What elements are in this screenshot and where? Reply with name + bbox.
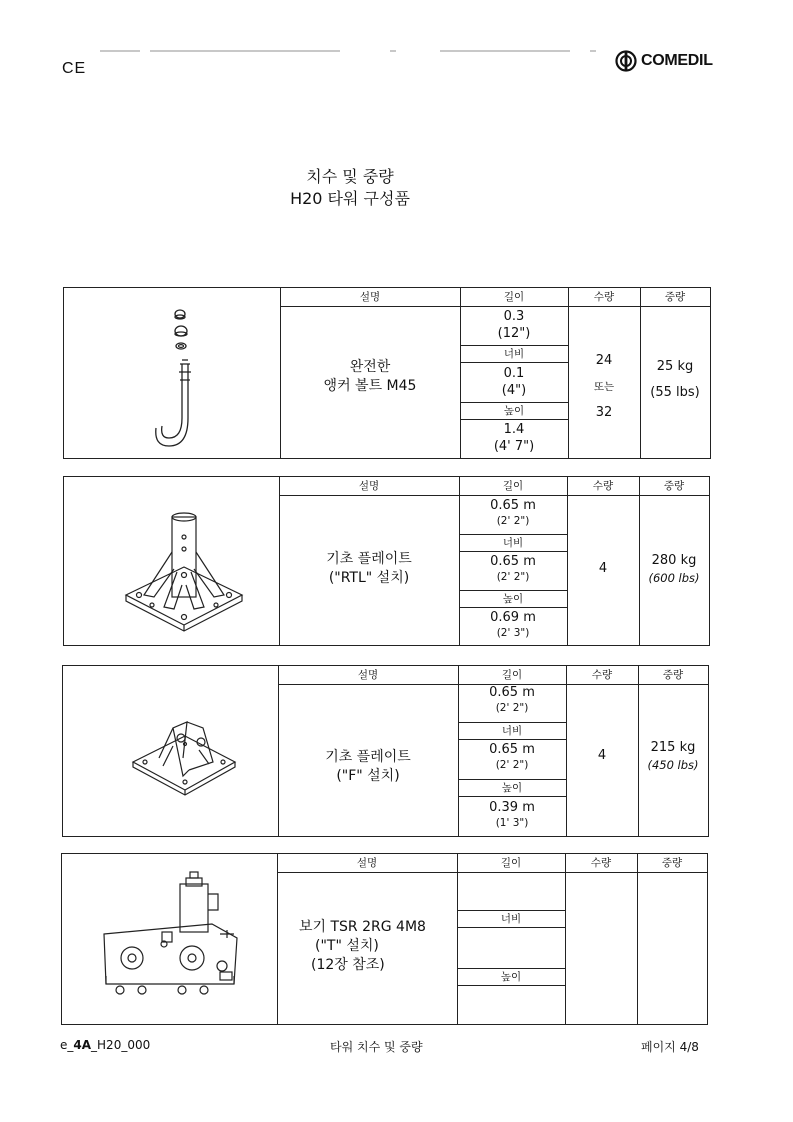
item-description: 기초 플레이트 ("F" 설치) bbox=[325, 749, 411, 784]
width-value: 0.65 m (2' 2") bbox=[490, 554, 536, 583]
title-line-2: H20 타워 구성품 bbox=[290, 189, 410, 208]
brand-logo bbox=[615, 50, 713, 72]
height-label: 높이 bbox=[459, 590, 567, 608]
length-value: 0.65 m (2' 2") bbox=[489, 685, 535, 714]
bogie-image-cell bbox=[62, 854, 278, 1024]
component-block-rtl-base-plate bbox=[63, 476, 710, 646]
item-description: 기초 플레이트 ("RTL" 설치) bbox=[326, 551, 412, 586]
weight-value: 215 kg (450 lbs) bbox=[647, 740, 699, 772]
rtl-plate-image-cell bbox=[64, 477, 280, 645]
width-label: 너비 bbox=[460, 345, 568, 363]
width-value: 0.1 (4") bbox=[501, 366, 527, 398]
quantity-value: 24 또는 32 bbox=[593, 353, 615, 420]
component-block-bogie bbox=[61, 853, 708, 1025]
col-header-weight: 중량 bbox=[638, 666, 708, 685]
width-label: 너비 bbox=[459, 534, 567, 552]
col-header-qty: 수량 bbox=[566, 666, 638, 685]
width-label: 너비 bbox=[457, 910, 565, 928]
item-description: 보기 TSR 2RG 4M8 ("T" 설치) (12장 참조) bbox=[299, 919, 426, 973]
weight-value: 280 kg (600 lbs) bbox=[648, 553, 700, 585]
f-base-plate-icon bbox=[63, 666, 278, 836]
height-value: 0.39 m (1' 3") bbox=[489, 800, 535, 829]
col-header-qty: 수량 bbox=[565, 854, 637, 873]
col-header-length: 길이 bbox=[458, 666, 566, 685]
footer-center-title: 타워 치수 및 중량 bbox=[330, 1040, 423, 1054]
col-header-qty: 수량 bbox=[568, 288, 640, 307]
weight-value: 25 kg (55 lbs) bbox=[650, 359, 700, 400]
col-header-length: 길이 bbox=[457, 854, 565, 873]
item-description: 완전한 앵커 볼트 M45 bbox=[323, 359, 417, 394]
col-header-weight: 중량 bbox=[639, 477, 709, 496]
brand-name: COMEDIL bbox=[641, 52, 713, 69]
width-label: 너비 bbox=[458, 722, 566, 740]
footer-page-number: 페이지 4/8 bbox=[641, 1040, 699, 1054]
col-header-weight: 중량 bbox=[637, 854, 707, 873]
col-header-desc: 설명 bbox=[277, 854, 457, 873]
anchor-bolt-icon bbox=[64, 288, 280, 458]
header-faint-line bbox=[80, 47, 600, 55]
height-value: 0.69 m (2' 3") bbox=[490, 610, 536, 639]
col-header-qty: 수량 bbox=[567, 477, 639, 496]
col-header-length: 길이 bbox=[460, 288, 568, 307]
length-value: 0.3 (12") bbox=[497, 309, 531, 341]
footer-document-code: e_4A_H20_000 bbox=[60, 1038, 151, 1052]
comedil-logo-icon bbox=[615, 50, 637, 72]
component-block-anchor-bolt bbox=[63, 287, 711, 459]
col-header-desc: 설명 bbox=[280, 288, 460, 307]
height-label: 높이 bbox=[460, 402, 568, 420]
length-value: 0.65 m (2' 2") bbox=[490, 498, 536, 527]
ce-mark: CE bbox=[62, 60, 87, 77]
height-value: 1.4 (4' 7") bbox=[493, 422, 535, 454]
page-title bbox=[240, 166, 460, 210]
title-line-1: 치수 및 중량 bbox=[306, 167, 394, 186]
component-block-f-base-plate bbox=[62, 665, 709, 837]
bogie-icon bbox=[62, 854, 277, 1024]
width-value: 0.65 m (2' 2") bbox=[489, 742, 535, 771]
rtl-base-plate-icon bbox=[64, 477, 279, 645]
quantity-value: 4 bbox=[598, 561, 608, 576]
f-plate-image-cell bbox=[63, 666, 279, 836]
quantity-value: 4 bbox=[597, 748, 607, 763]
col-header-desc: 설명 bbox=[278, 666, 458, 685]
col-header-weight: 중량 bbox=[640, 288, 710, 307]
col-header-desc: 설명 bbox=[279, 477, 459, 496]
height-label: 높이 bbox=[458, 779, 566, 797]
height-label: 높이 bbox=[457, 968, 565, 986]
col-header-length: 길이 bbox=[459, 477, 567, 496]
anchor-bolt-image-cell bbox=[64, 288, 281, 458]
